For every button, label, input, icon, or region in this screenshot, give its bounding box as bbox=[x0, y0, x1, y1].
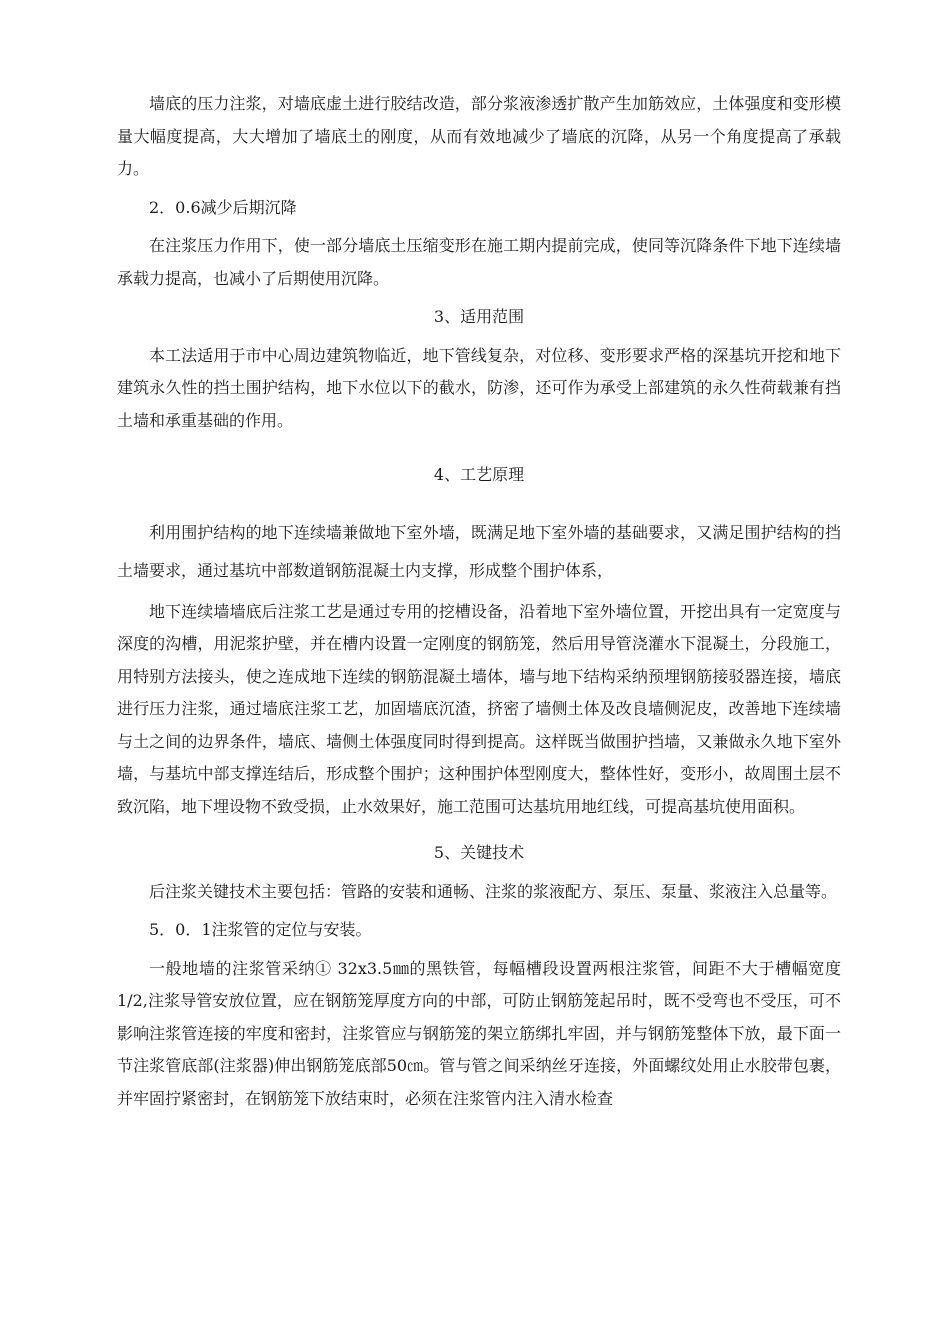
heading-scope: 3、适用范围 bbox=[433, 307, 525, 326]
paragraph-grout-pipe: 一般地墙的注浆管采纳① 32x3.5㎜的黑铁管，每幅槽段设置两根注浆管，间距不大于槽幅宽度1/2,注浆导管安放位置，应在钢筋笼厚度方向的中部，可防止钢筋笼起吊时，既不受弯也不受压，可不影响注浆管连接的牢度和密封，注浆管应与钢筋笼的架立筋绑扎牢固，并与钢筋笼整体下放，最下面一节注浆管底部(注浆器)伸出钢筋笼底部50㎝。管与管之间采纳丝牙连接，外面螺纹处用止水胶带包裹，并牢固拧紧密封，在钢筋笼下放结束时，必须在注浆管内注入清水检查 bbox=[117, 958, 841, 1108]
paragraph-key-technology: 后注浆关键技术主要包括：管路的安装和通畅、注浆的浆液配方、泵压、泵量、浆液注入总量等。 bbox=[149, 881, 838, 901]
paragraph-reduce-settlement: 在注浆压力作用下，使一部分墙底土压缩变形在施工期内提前完成，使同等沉降条件下地下连续墙承载力提高，也减小了后期使用沉降。 bbox=[117, 236, 841, 288]
paragraph-wall-bottom-grouting: 墙底的压力注浆，对墙底虚土进行胶结改造，部分浆液渗透扩散产生加筋效应，土体强度和变形模量大幅度提高，大大增加了墙底土的刚度，从而有效地减少了墙底的沉降，从另一个角度提高了承载力。 bbox=[117, 94, 841, 178]
heading-key-technology: 5、关键技术 bbox=[433, 843, 525, 862]
heading-principle: 4、工艺原理 bbox=[433, 465, 525, 484]
paragraph-principle-1: 利用围护结构的地下连续墙兼做地下室外墙，既满足地下室外墙的基础要求，又满足围护结构的挡土墙要求，通过基坑中部数道钢筋混凝土内支撑，形成整个围护体系， bbox=[117, 522, 841, 580]
subheading-2-0-6: 2．0.6减少后期沉降 bbox=[149, 197, 297, 217]
document-page bbox=[117, 88, 841, 1115]
subheading-5-0-1: 5．0．1注浆管的定位与安装。 bbox=[149, 920, 372, 939]
paragraph-principle-2: 地下连续墙墙底后注浆工艺是通过专用的挖槽设备，沿着地下室外墙位置，开挖出具有一定宽度与深度的沟槽，用泥浆护壁，并在槽内设置一定刚度的钢筋笼，然后用导管浇灌水下混凝土，分段施工，用特别方法接头，使之连成地下连续的钢筋混凝土墙体，墙与地下结构采纳预埋钢筋接驳器连接，墙底进行压力注浆，通过墙底注浆工艺，加固墙底沉渣，挤密了墙侧土体及改良墙侧泥皮，改善地下连续墙与土之间的边界条件，墙底、墙侧土体强度同时得到提高。这样既当做围护挡墙，又兼做永久地下室外墙，与基坑中部支撑连结后，形成整个围护；这种围护体型刚度大，整体性好，变形小，故周围土层不致沉陷，地下埋设物不致受损，止水效果好，施工范围可达基坑用地红线，可提高基坑使用面积。 bbox=[117, 601, 841, 816]
paragraph-scope: 本工法适用于市中心周边建筑物临近，地下管线复杂，对位移、变形要求严格的深基坑开挖和地下建筑永久性的挡土围护结构，地下水位以下的截水，防渗，还可作为承受上部建筑的永久性荷载兼有挡土墙和承重基础的作用。 bbox=[117, 345, 841, 430]
